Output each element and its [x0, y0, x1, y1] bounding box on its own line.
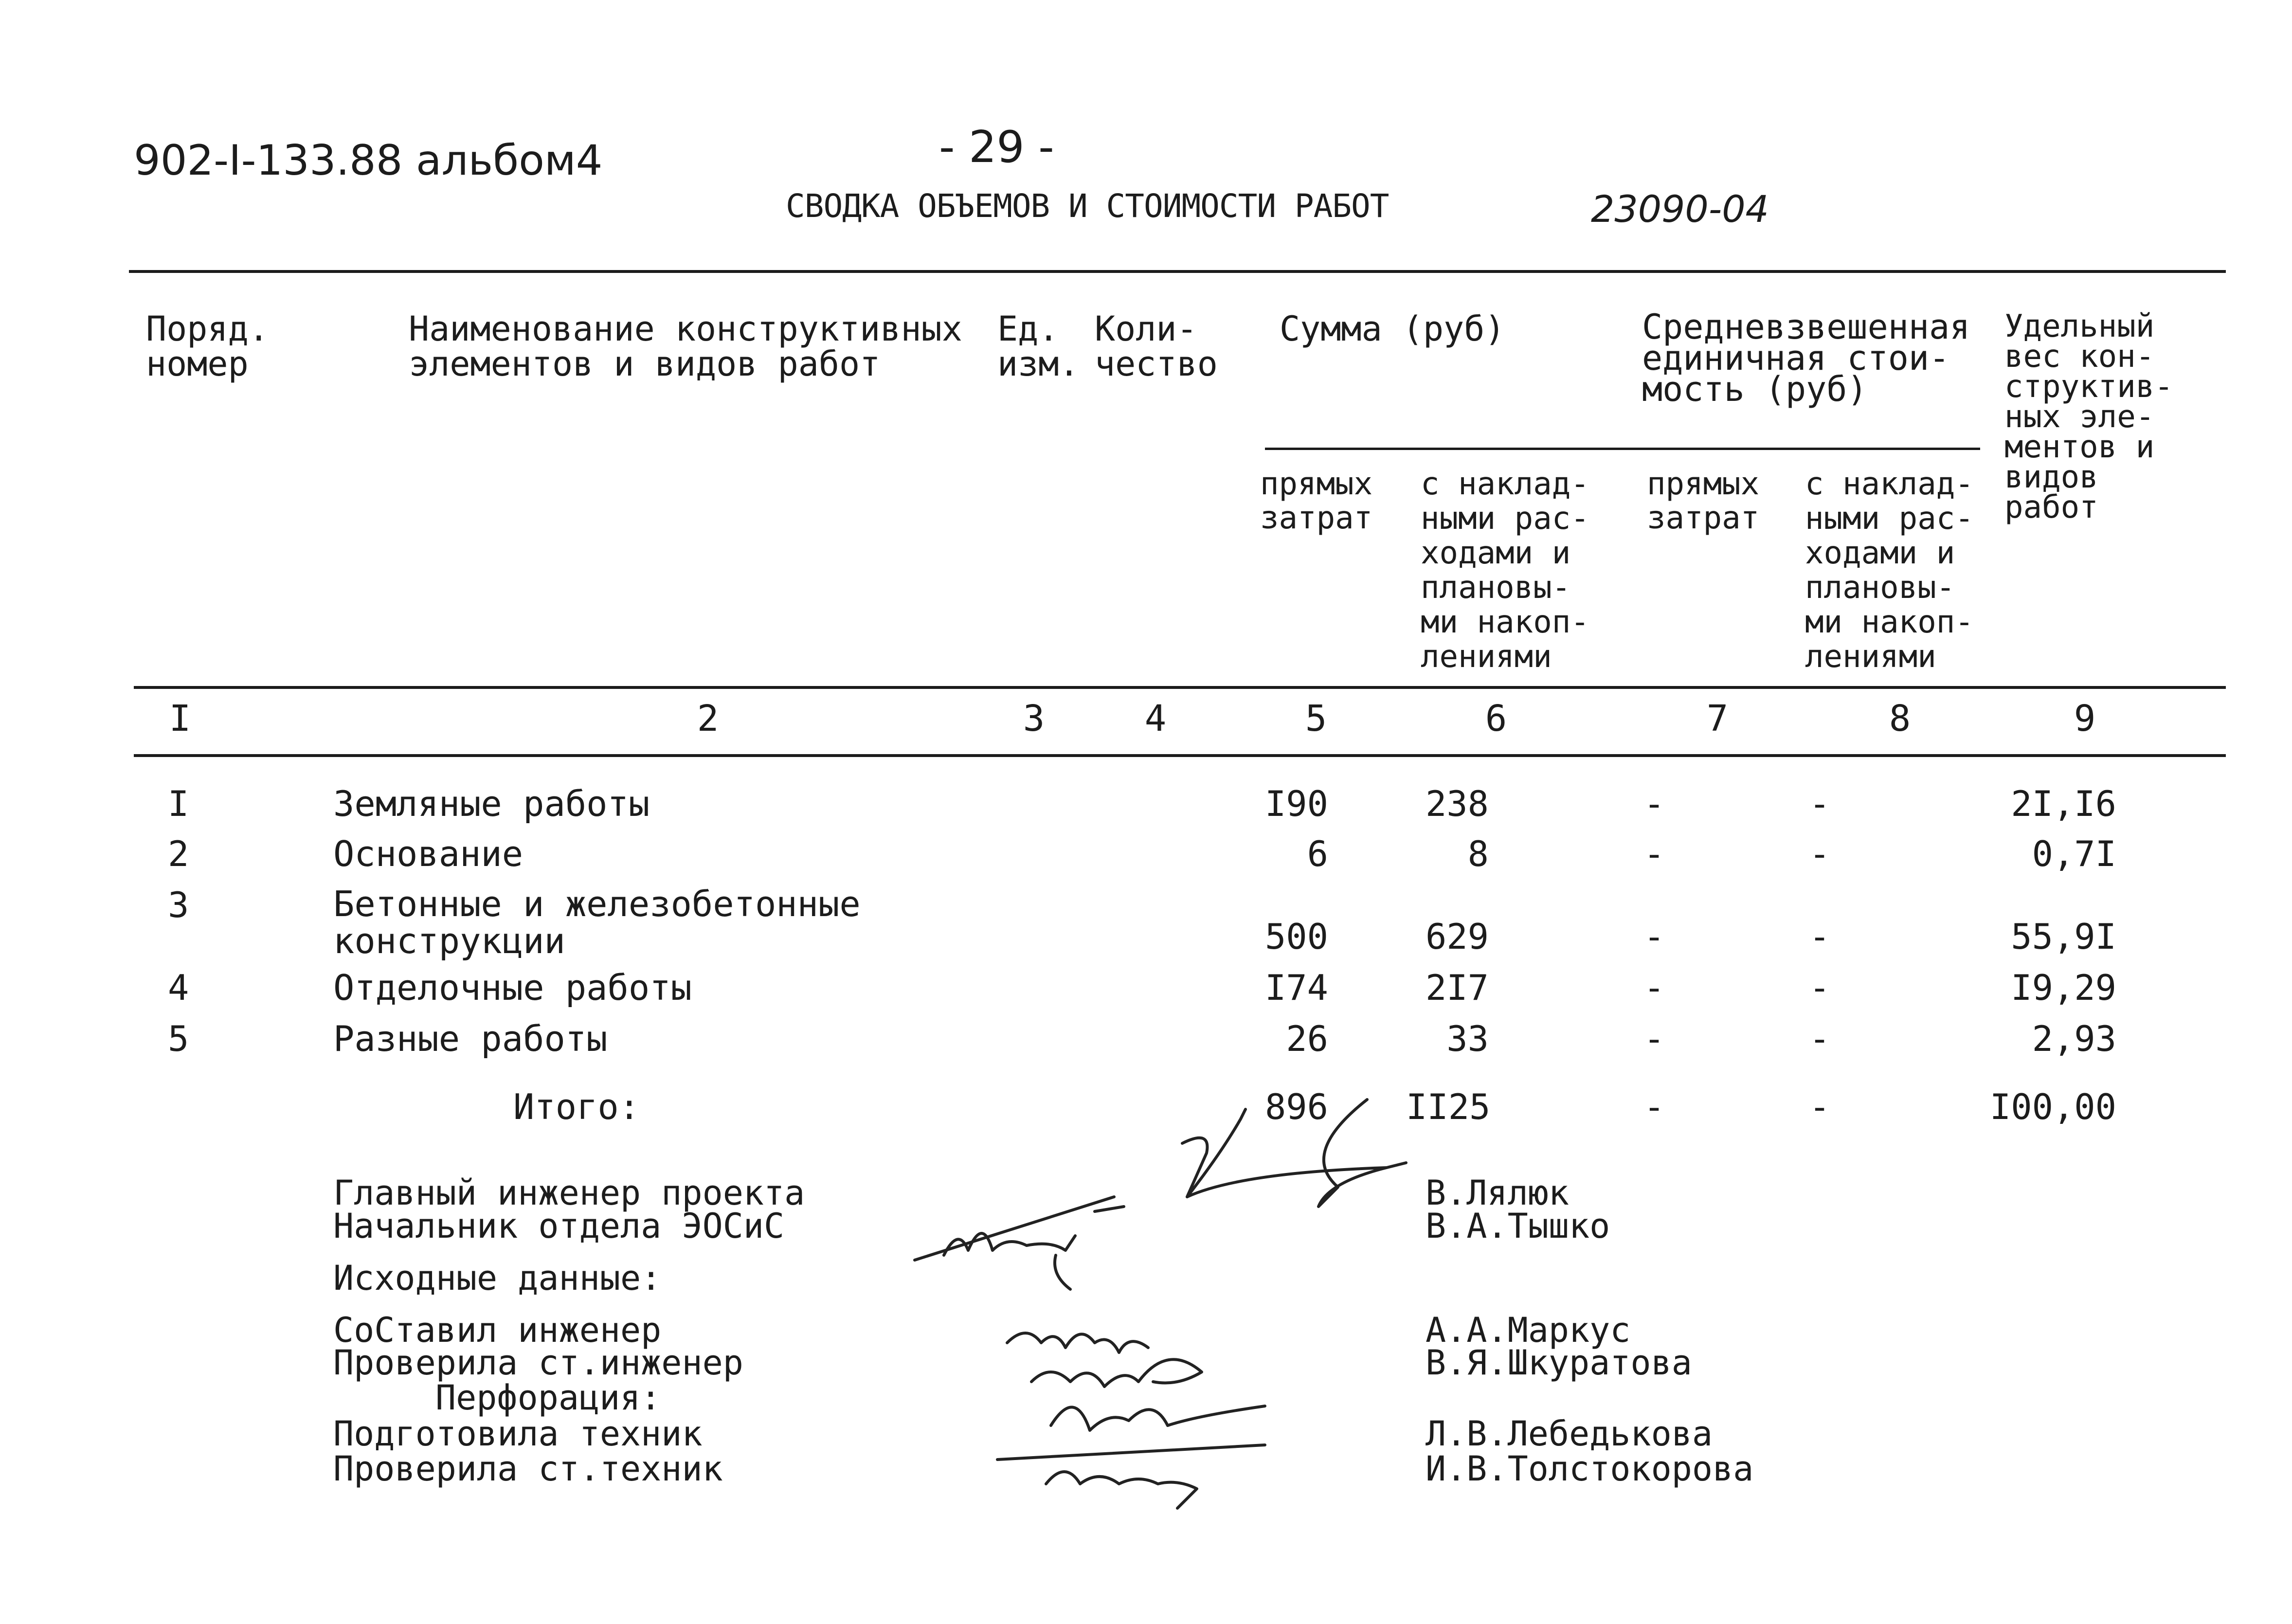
row-direct-sum: I74 — [1264, 967, 1328, 1008]
column-number: 3 — [1023, 698, 1045, 740]
row-avg-direct: - — [1643, 1018, 1665, 1059]
row-weight: 2I,I6 — [2011, 783, 2116, 824]
role-prepared-technician: Подготовила техник — [333, 1414, 703, 1454]
row-name: Земляные работы — [333, 783, 650, 824]
row-avg-direct: - — [1643, 833, 1665, 874]
sum-header-rule — [1265, 448, 1980, 450]
row-overhead-sum: 629 — [1425, 916, 1489, 957]
header-bottom-rule — [134, 686, 2226, 689]
row-direct-sum: I90 — [1264, 783, 1328, 824]
row-name: Разные работы — [333, 1018, 608, 1059]
header-specific-weight: Удельный вес кон- структив- ных эле- ментов и видов работ — [2004, 308, 2173, 525]
column-number: 6 — [1485, 698, 1507, 740]
header-sum-direct: прямых затрат — [1260, 466, 1373, 536]
role-checked-senior-technician: Проверила ст.техник — [333, 1449, 723, 1489]
row-avg-overhead: - — [1809, 916, 1830, 957]
row-weight: 2,93 — [2032, 1018, 2116, 1059]
row-avg-overhead: - — [1809, 1018, 1830, 1059]
row-weight: 0,7I — [2032, 833, 2116, 874]
page-title: СВОДКА ОБЪЕМОВ И СТОИМОСТИ РАБОТ — [786, 187, 1389, 225]
header-order-number: Поряд. номер — [146, 309, 269, 384]
total-label: Итого: — [513, 1086, 640, 1127]
row-avg-direct: - — [1643, 783, 1665, 824]
document-code: 902-I-133.88 альбом4 — [134, 136, 603, 185]
role-source-data: Исходные данные: — [333, 1258, 662, 1298]
row-name: Бетонные и железобетонные конструкции — [333, 884, 861, 961]
header-quantity: Коли- чество — [1095, 309, 1218, 384]
header-unit: Ед. изм. — [997, 309, 1080, 384]
row-number: 5 — [168, 1018, 189, 1059]
row-direct-sum: 500 — [1264, 916, 1328, 957]
signer-name: В.Я.Шкуратова — [1426, 1343, 1692, 1383]
signer-name: В.А.Тышко — [1426, 1206, 1610, 1246]
row-name: Основание — [333, 833, 523, 874]
row-number: 4 — [168, 967, 189, 1008]
role-chief-engineer: Главный инженер проекта — [333, 1173, 805, 1213]
row-weight: 55,9I — [2011, 916, 2116, 957]
row-number: 3 — [168, 884, 189, 925]
role-perforation: Перфорация: — [435, 1378, 661, 1418]
column-number: 4 — [1144, 698, 1167, 740]
row-direct-sum: 26 — [1286, 1018, 1328, 1059]
table-top-rule — [129, 270, 2226, 273]
handwritten-signature-initials — [993, 1314, 1284, 1547]
row-number: 2 — [168, 833, 189, 874]
header-avg-overhead: с наклад- ными рас- ходами и плановы- ми накоп- лениями — [1805, 466, 1974, 675]
row-overhead-sum: 238 — [1425, 783, 1489, 824]
document-id: 23090-04 — [1591, 187, 1769, 231]
header-sum: Сумма (руб) — [1280, 309, 1505, 349]
total-avg-direct: - — [1643, 1086, 1665, 1127]
row-avg-overhead: - — [1809, 833, 1830, 874]
column-number: 7 — [1706, 698, 1729, 740]
row-name: Отделочные работы — [333, 967, 692, 1008]
signer-name: И.В.Толстокорова — [1426, 1449, 1754, 1489]
role-compiled-by: СоСтавил инженер — [333, 1310, 662, 1350]
signer-name: Л.В.Лебедькова — [1426, 1414, 1713, 1454]
column-numbers-rule — [134, 754, 2226, 757]
row-number: I — [168, 783, 189, 824]
role-checked-senior-engineer: Проверила ст.инженер — [333, 1343, 743, 1383]
column-number: 2 — [697, 698, 719, 740]
signer-name: А.А.Маркус — [1426, 1310, 1631, 1350]
row-overhead-sum: 33 — [1446, 1018, 1489, 1059]
row-overhead-sum: 8 — [1467, 833, 1489, 874]
total-avg-overhead: - — [1809, 1086, 1830, 1127]
row-overhead-sum: 2I7 — [1425, 967, 1489, 1008]
column-number: 8 — [1889, 698, 1911, 740]
total-direct-sum: 896 — [1264, 1086, 1328, 1127]
column-number: I — [169, 698, 191, 740]
row-direct-sum: 6 — [1307, 833, 1328, 874]
signer-name: В.Лялюк — [1426, 1173, 1570, 1213]
header-element-name: Наименование конструктивных элементов и видов работ — [409, 309, 962, 384]
page-number: - 29 - — [939, 122, 1054, 173]
total-overhead-sum: II25 — [1406, 1086, 1491, 1127]
row-avg-direct: - — [1643, 916, 1665, 957]
total-weight: I00,00 — [1989, 1086, 2116, 1127]
column-number: 9 — [2074, 698, 2096, 740]
role-department-head: Начальник отдела ЭОСиС — [333, 1206, 785, 1246]
row-avg-direct: - — [1643, 967, 1665, 1008]
handwritten-signature-department-head — [910, 1177, 1163, 1304]
header-sum-overhead: с наклад- ными рас- ходами и плановы- ми накоп- лениями — [1421, 466, 1589, 675]
row-weight: I9,29 — [2011, 967, 2116, 1008]
row-avg-overhead: - — [1809, 967, 1830, 1008]
row-avg-overhead: - — [1809, 783, 1830, 824]
header-average-cost: Средневзвешенная единичная стои- мость (руб) — [1642, 307, 1970, 409]
header-avg-direct: прямых затрат — [1647, 466, 1760, 536]
column-number: 5 — [1305, 698, 1327, 740]
